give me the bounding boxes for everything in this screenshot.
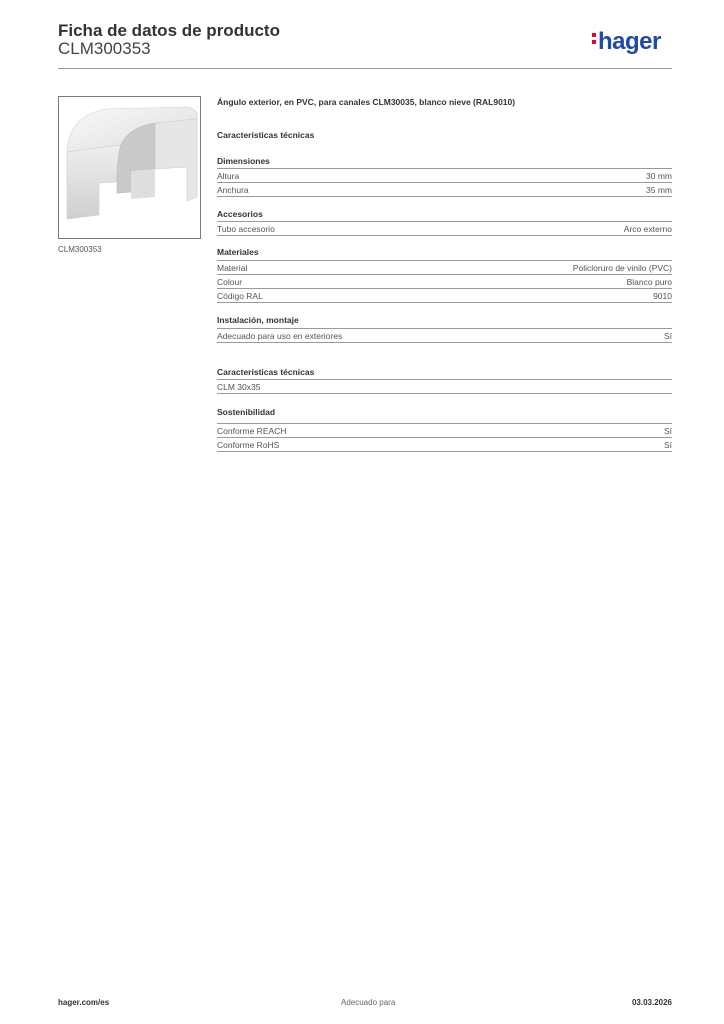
table-row: [217, 328, 672, 343]
section-heading: Sostenibilidad: [217, 407, 276, 417]
table-row: [217, 260, 672, 274]
table-row: [217, 221, 672, 236]
row-value: Sí: [663, 440, 672, 450]
row-value: 35 mm: [646, 185, 672, 195]
logo-dots-icon: [592, 33, 596, 45]
product-image: [58, 96, 201, 239]
row-value: Arco externo: [623, 224, 672, 234]
footer-center-text: Adecuado para: [341, 998, 396, 1007]
row-value: Blanco puro: [626, 277, 672, 287]
row-label: Colour: [217, 277, 243, 287]
row-label: Tubo accesorio: [217, 224, 275, 234]
hager-logo: [592, 28, 661, 56]
row-label: Material: [217, 263, 248, 273]
table-row: [217, 182, 672, 197]
table-row: [217, 423, 672, 437]
section-heading: Dimensiones: [217, 156, 270, 166]
row-label: Código RAL: [217, 291, 263, 301]
section-heading: Materiales: [217, 247, 259, 257]
row-label: Adecuado para uso en exteriores: [217, 331, 343, 341]
section-heading: Accesorios: [217, 209, 263, 219]
header-divider: [58, 68, 672, 69]
product-image-caption: CLM300353: [58, 245, 102, 254]
corner-fitting-icon: [59, 97, 200, 238]
row-value: Sí: [663, 426, 672, 436]
row-value: Policloruro de vinilo (PVC): [572, 263, 672, 273]
row-label: Conforme REACH: [217, 426, 287, 436]
section-heading: Características técnicas: [217, 130, 315, 140]
page-title: Ficha de datos de producto: [58, 21, 280, 40]
row-value: 9010: [653, 291, 672, 301]
table-row: [217, 288, 672, 303]
row-label: Anchura: [217, 185, 249, 195]
section-heading: Características técnicas: [217, 367, 315, 377]
row-value: Sí: [663, 331, 672, 341]
product-code: CLM300353: [58, 39, 151, 58]
table-row: [217, 437, 672, 452]
row-label: Conforme RoHS: [217, 440, 280, 450]
logo-text: hager: [598, 28, 661, 55]
table-row: [217, 379, 672, 394]
row-label: Altura: [217, 171, 240, 181]
footer-date: 03.03.2026: [631, 998, 672, 1007]
table-row: [217, 274, 672, 288]
row-label: CLM 30x35: [217, 382, 261, 392]
section-heading: Instalación, montaje: [217, 315, 299, 325]
row-value: 30 mm: [646, 171, 672, 181]
product-description: Ángulo exterior, en PVC, para canales CLM30035, blanco nieve (RAL9010): [217, 97, 516, 107]
footer-website-link[interactable]: hager.com/es: [58, 998, 110, 1007]
table-row: [217, 168, 672, 182]
